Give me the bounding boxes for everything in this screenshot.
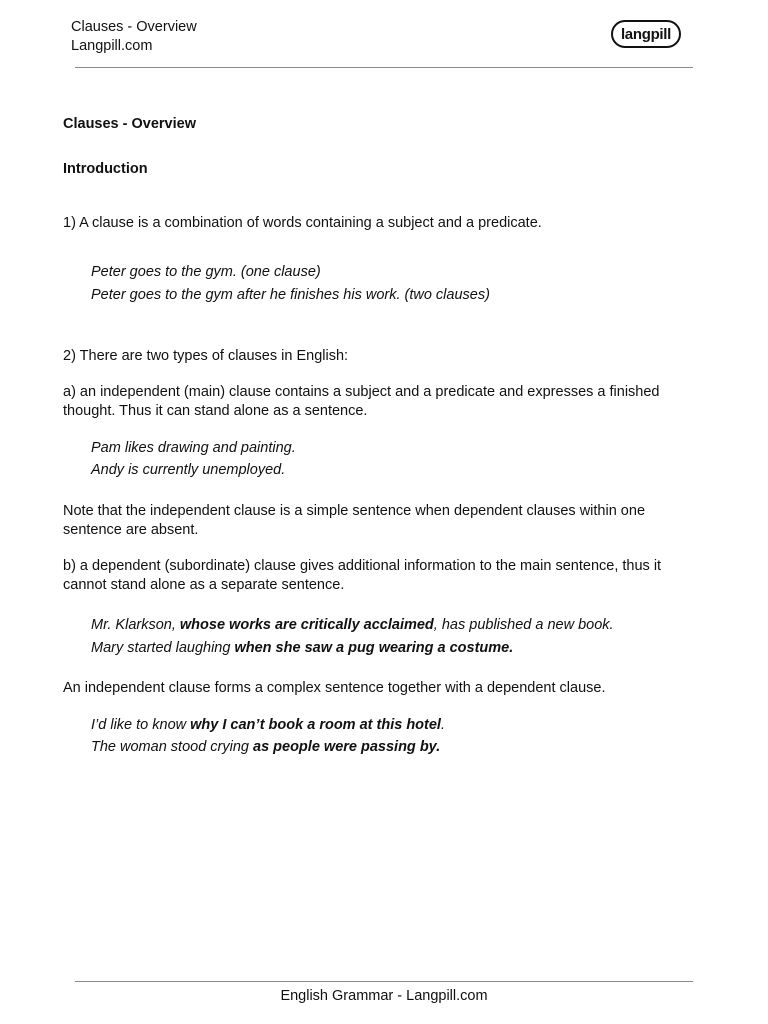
- example-line: [91, 616, 614, 635]
- langpill-logo: [611, 20, 681, 48]
- example-line: [91, 639, 513, 658]
- example-line: Peter goes to the gym after he finishes his work. (two clauses): [91, 287, 490, 303]
- example-plain: Mary started laughing: [91, 640, 235, 656]
- example-plain: Mr. Klarkson,: [91, 617, 180, 633]
- paragraph-1: 1) A clause is a combination of words containing a subject and a predicate.: [63, 215, 542, 231]
- section-heading: Introduction: [63, 161, 148, 177]
- header-title: Clauses - Overview: [71, 19, 197, 35]
- example-plain: .: [440, 717, 445, 733]
- example-line: Andy is currently unemployed.: [91, 462, 286, 478]
- example-line: Peter goes to the gym. (one clause): [91, 264, 321, 280]
- paragraph-3: a) an independent (main) clause contains a subject and a predicate and expresses a finished thought. Thus it can stand alone as a sentence.: [63, 384, 660, 419]
- document-title: Clauses - Overview: [63, 116, 196, 132]
- page-header: [71, 18, 197, 56]
- footer-text: English Grammar - Langpill.com: [280, 988, 488, 1004]
- header-site: Langpill.com: [71, 38, 153, 54]
- footer-divider: [75, 981, 693, 982]
- example-emphasis: whose works are critically acclaimed: [179, 617, 434, 633]
- paragraph-6: An independent clause forms a complex sentence together with a dependent clause.: [63, 680, 606, 696]
- header-divider: [75, 67, 693, 68]
- paragraph-4: Note that the independent clause is a simple sentence when dependent clauses within one sentence are absent.: [63, 503, 646, 538]
- paragraph-2: 2) There are two types of clauses in English:: [63, 348, 349, 364]
- example-emphasis: as people were passing by.: [253, 739, 441, 755]
- example-plain: The woman stood crying: [91, 739, 253, 755]
- page-footer: [0, 987, 768, 1006]
- example-line: Pam likes drawing and painting.: [91, 440, 296, 456]
- paragraph-5: b) a dependent (subordinate) clause gives additional information to the main sentence, thus it cannot stand alone as a separate sentence.: [63, 558, 662, 593]
- example-emphasis: when she saw a pug wearing a costume.: [234, 640, 514, 656]
- example-line: [91, 738, 440, 757]
- example-emphasis: why I can’t book a room at this hotel: [190, 717, 441, 733]
- example-plain: , has published a new book.: [433, 617, 614, 633]
- example-plain: I’d like to know: [91, 717, 191, 733]
- example-line: [91, 716, 445, 735]
- logo-text: langpill: [620, 25, 672, 43]
